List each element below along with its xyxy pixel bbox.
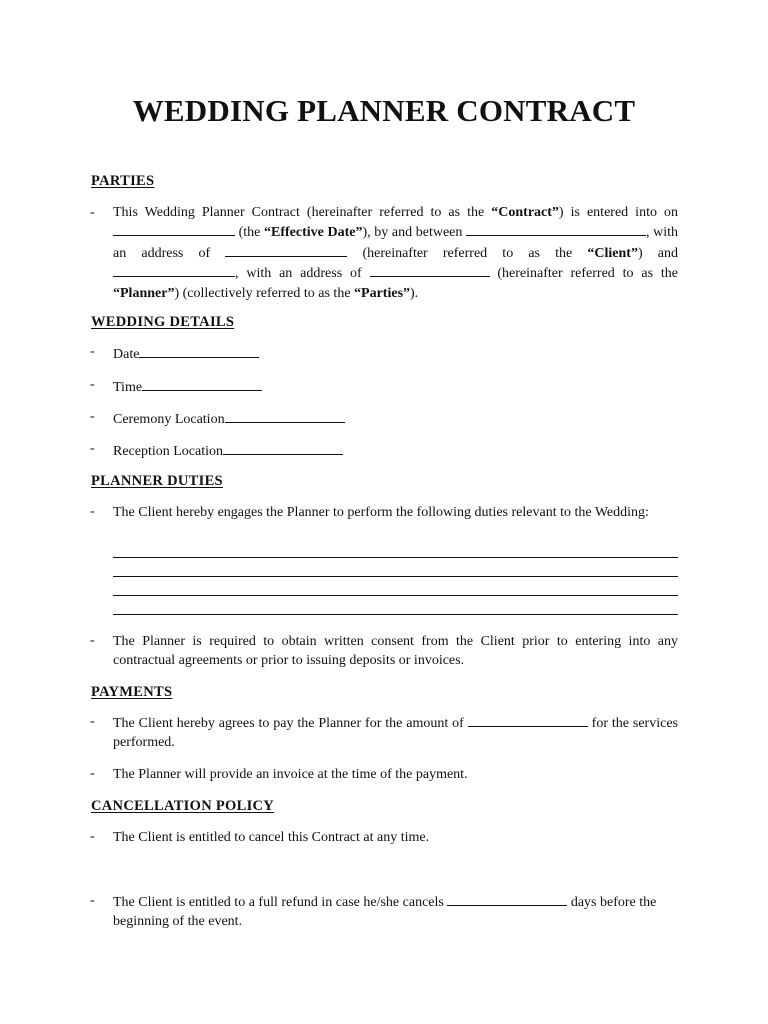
bullet-dash: -	[90, 714, 95, 729]
payment-text: The Client hereby agrees to pay the Planner for the amount of	[113, 716, 468, 731]
effective-date-blank[interactable]	[113, 222, 235, 236]
cancel-paragraph: The Client is entitled to cancel this Contract at any time.	[113, 830, 430, 845]
refund-days-blank[interactable]	[447, 892, 567, 906]
duties-intro-paragraph: The Client hereby engages the Planner to perform the following duties relevant to the Wedding:	[113, 505, 649, 520]
parties-text: , with an address of	[235, 266, 370, 282]
planner-name-blank[interactable]	[113, 263, 235, 277]
refund-text: The Client is entitled to a full refund in case he/she cancels	[113, 895, 448, 910]
document-title: WEDDING PLANNER CONTRACT	[132, 93, 636, 128]
bullet-dash: -	[90, 377, 95, 392]
parties-text: This Wedding Planner Contract (hereinafter referred to as the	[113, 205, 492, 220]
planner-term: “Planner”	[113, 285, 175, 301]
bullet-dash: -	[90, 633, 95, 648]
section-heading-parties: PARTIES	[91, 173, 155, 189]
bullet-dash: -	[90, 504, 95, 519]
wedding-date-item	[113, 344, 259, 363]
planner-address-blank[interactable]	[370, 263, 490, 277]
reception-location-label: Reception Location	[113, 444, 224, 459]
parties-paragraph	[113, 203, 678, 303]
wedding-time-item	[113, 377, 262, 396]
bullet-dash: -	[90, 829, 95, 844]
time-blank[interactable]	[142, 377, 262, 391]
consent-paragraph: The Planner is required to obtain written consent from the Client prior to entering into any contractual agreements or prior to issuing deposits or invoices.	[113, 634, 678, 669]
client-term: “Client”	[587, 245, 638, 261]
parties-text: ,	[646, 225, 650, 241]
parties-text: ), by and between	[362, 225, 466, 241]
invoice-paragraph: The Planner will provide an invoice at the time of the payment.	[113, 767, 468, 782]
client-name-blank[interactable]	[466, 222, 646, 236]
ceremony-location-item	[113, 409, 345, 428]
parties-text: with an address of	[113, 225, 679, 261]
section-heading-planner-duties: PLANNER DUTIES	[91, 473, 223, 489]
section-heading-cancellation-policy: CANCELLATION POLICY	[91, 798, 275, 814]
date-label: Date	[113, 347, 140, 362]
duties-blank-line[interactable]	[113, 557, 678, 558]
parties-text: ) is entered into on	[558, 205, 678, 220]
reception-location-item	[113, 441, 343, 460]
parties-text: (hereinafter referred to as the	[489, 266, 678, 282]
parties-text: ) and	[637, 245, 678, 261]
payment-amount-blank[interactable]	[468, 713, 588, 727]
parties-text: ) (collectively referred to as the	[174, 285, 355, 301]
bullet-dash: -	[90, 893, 95, 908]
parties-term: “Parties”	[354, 285, 411, 301]
bullet-dash: -	[90, 441, 95, 456]
parties-text: ).	[410, 285, 419, 301]
duties-blank-line[interactable]	[113, 595, 678, 596]
refund-paragraph	[113, 892, 678, 932]
contract-term: “Contract”	[491, 205, 559, 220]
time-label: Time	[113, 380, 143, 395]
bullet-dash: -	[90, 344, 95, 359]
payment-amount-paragraph	[113, 713, 678, 753]
section-heading-payments: PAYMENTS	[91, 684, 173, 700]
duties-blank-line[interactable]	[113, 614, 678, 615]
client-address-blank[interactable]	[225, 243, 347, 257]
ceremony-location-label: Ceremony Location	[113, 412, 225, 427]
bullet-dash: -	[90, 409, 95, 424]
bullet-dash: -	[90, 205, 95, 220]
ceremony-location-blank[interactable]	[225, 409, 345, 423]
parties-text: (hereinafter referred to as the	[347, 245, 588, 261]
effective-date-term: “Effective Date”	[264, 225, 363, 241]
duties-blank-line[interactable]	[113, 576, 678, 577]
reception-location-blank[interactable]	[223, 441, 343, 455]
payment-text: for the services performed.	[113, 716, 678, 751]
section-heading-wedding-details: WEDDING DETAILS	[91, 314, 235, 330]
parties-text: (the	[235, 225, 265, 241]
refund-text: days before the beginning of the event.	[113, 895, 657, 930]
date-blank[interactable]	[139, 344, 259, 358]
bullet-dash: -	[90, 766, 95, 781]
